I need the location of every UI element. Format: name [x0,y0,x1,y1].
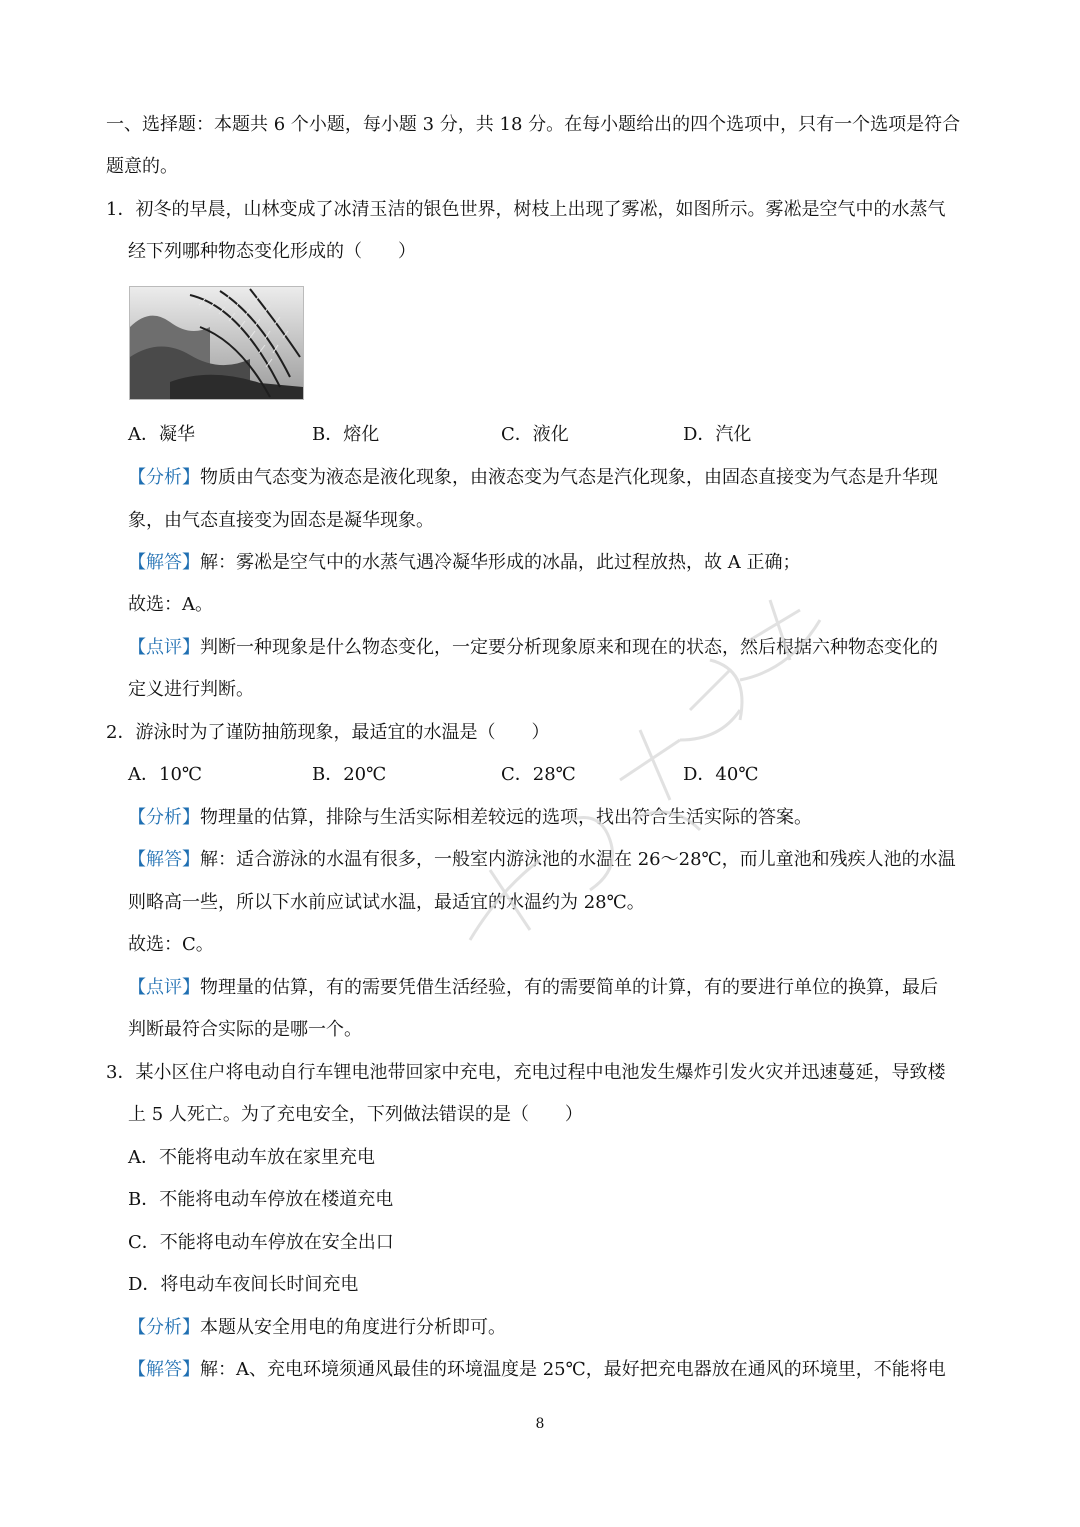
q3-option-c: C．不能将电动车停放在安全出口 [128,1232,394,1253]
section-header-line-1: 一、选择题：本题共 6 个小题，每小题 3 分，共 18 分。在每小题给出的四个选项中，只有一个选项是符合 [106,114,961,135]
q3-answer-text: 解：A、充电环境须通风最佳的环境温度是 25℃，最好把充电器放在通风的环境里，不能将电 [200,1359,946,1380]
answer-tag: 【解答】 [128,849,200,870]
q1-comment-line-1 [128,636,938,660]
q2-option-a: A．10℃ [128,764,203,785]
analysis-tag: 【分析】 [128,467,200,488]
q3-analysis-text: 本题从安全用电的角度进行分析即可。 [200,1317,506,1338]
q1-comment-line-2: 定义进行判断。 [128,679,254,700]
comment-tag: 【点评】 [128,977,200,998]
q3-stem-line-2: 上 5 人死亡。为了充电安全，下列做法错误的是（ ） [128,1104,583,1125]
q1-choice: 故选：A。 [128,594,213,615]
q3-stem-line-1: 3．某小区住户将电动自行车锂电池带回家中充电，充电过程中电池发生爆炸引发火灾并迅速蔓延，导致楼 [106,1062,946,1083]
q1-comment-text: 判断一种现象是什么物态变化，一定要分析现象原来和现在的状态，然后根据六种物态变化的 [200,637,938,658]
section-header-line-2: 题意的。 [106,156,178,177]
q3-option-d: D．将电动车夜间长时间充电 [128,1274,359,1295]
q3-option-a: A．不能将电动车放在家里充电 [128,1147,375,1168]
q2-answer-line-1 [128,848,956,872]
q2-option-d: D．40℃ [683,764,759,785]
q1-stem-line-1: 1．初冬的早晨，山林变成了冰清玉洁的银色世界，树枝上出现了雾凇，如图所示。雾凇是空气中的水蒸气 [106,199,946,220]
q2-stem-line-1: 2．游泳时为了谨防抽筋现象，最适宜的水温是（ ） [106,722,550,743]
q3-analysis-line-1 [128,1316,506,1340]
q1-option-c: C．液化 [501,424,569,445]
q3-option-b: B．不能将电动车停放在楼道充电 [128,1189,394,1210]
page-number: 8 [535,1416,545,1432]
answer-tag: 【解答】 [128,552,200,573]
q2-option-b: B．20℃ [312,764,387,785]
q1-options [128,423,928,447]
rime-frost-photo [129,286,304,400]
q1-answer-text: 解：雾凇是空气中的水蒸气遇冷凝华形成的冰晶，此过程放热，故 A 正确； [200,552,801,573]
q2-analysis-text: 物理量的估算，排除与生活实际相差较远的选项，找出符合生活实际的答案。 [200,807,812,828]
q1-option-a: A．凝华 [128,424,195,445]
analysis-tag: 【分析】 [128,807,200,828]
q2-comment-line-1 [128,976,938,1000]
answer-tag: 【解答】 [128,1359,200,1380]
q2-comment-line-2: 判断最符合实际的是哪一个。 [128,1019,362,1040]
q2-options [128,763,928,787]
q1-analysis-line-1 [128,466,938,490]
q1-stem-line-2: 经下列哪种物态变化形成的（ ） [128,241,416,262]
q2-comment-text: 物理量的估算，有的需要凭借生活经验，有的需要简单的计算，有的要进行单位的换算，最后 [200,977,938,998]
q2-answer-text: 解：适合游泳的水温有很多，一般室内游泳池的水温在 26～28℃，而儿童池和残疾人池的水温 [200,849,956,870]
q1-option-b: B．熔化 [312,424,380,445]
q2-choice: 故选：C。 [128,934,214,955]
q2-option-c: C．28℃ [501,764,576,785]
comment-tag: 【点评】 [128,637,200,658]
q2-answer-line-2: 则略高一些，所以下水前应试试水温，最适宜的水温约为 28℃。 [128,892,645,913]
q3-answer-line-1 [128,1358,946,1382]
q2-analysis-line-1 [128,806,812,830]
q1-option-d: D．汽化 [683,424,752,445]
q1-answer-line-1 [128,551,800,575]
q1-analysis-text: 物质由气态变为液态是液化现象，由液态变为气态是汽化现象，由固态直接变为气态是升华现 [200,467,938,488]
analysis-tag: 【分析】 [128,1317,200,1338]
q1-analysis-line-2: 象，由气态直接变为固态是凝华现象。 [128,510,434,531]
